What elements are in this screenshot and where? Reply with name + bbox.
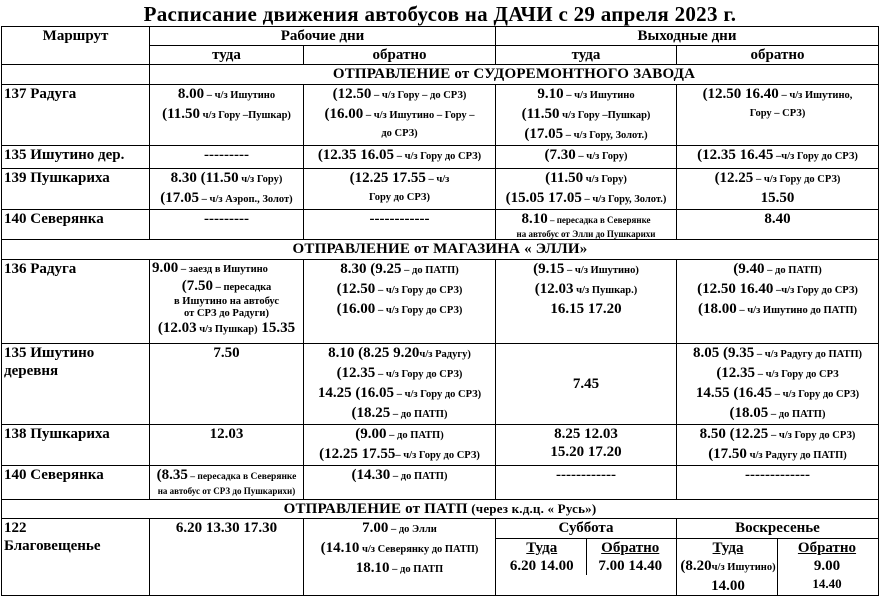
- work-there-cell: 12.03: [150, 425, 304, 466]
- work-there-cell: 7.50: [150, 344, 304, 425]
- route-name: 122 Благовещенье: [2, 519, 150, 596]
- section-title-elli: ОТПРАВЛЕНИЕ от МАГАЗИНА « ЭЛЛИ»: [2, 240, 879, 260]
- section-title-srz: ОТПРАВЛЕНИЕ от СУДОРЕМОНТНОГО ЗАВОДА: [150, 65, 879, 85]
- table-row: [2, 85, 879, 146]
- table-row: [2, 519, 879, 539]
- weekend-back-cell: (12.25 – ч/з Гору до СРЗ) 15.50: [677, 169, 879, 210]
- work-back-cell: 8.30 (9.25 – до ПАТП) (12.50 – ч/з Гору до СРЗ) (16.00 – ч/з Гору до СРЗ): [304, 260, 496, 344]
- table-row: [2, 146, 879, 169]
- header-weekend-back: обратно: [677, 46, 879, 65]
- work-there-cell: 9.00 – заезд в Ишутино (7.50 – пересадка в Ишутино на автобус от СРЗ до Радуги) (12.03 ч/з Пушкар) 15.35: [150, 260, 304, 344]
- header-route: Маршрут: [2, 27, 150, 65]
- page-title: Расписание движения автобусов на ДАЧИ с 29 апреля 2023 г.: [143, 2, 737, 26]
- weekend-there-cell: (11.50 ч/з Гору) (15.05 17.05 – ч/з Гору, Золот.): [496, 169, 677, 210]
- sunday-back: Обратно 9.00 14.40: [777, 539, 876, 595]
- header-work-back: обратно: [304, 46, 496, 65]
- work-back-cell: 8.10 (8.25 9.20ч/з Радугу) (12.35 – ч/з Гору до СРЗ) 14.25 (16.05 – ч/з Гору до СРЗ) (18.25 – до ПАТП): [304, 344, 496, 425]
- weekend-there-cell: ------------: [496, 466, 677, 500]
- table-row: [2, 210, 879, 240]
- schedule-table: [1, 26, 879, 596]
- saturday-cell: [496, 539, 677, 596]
- sunday-header: Воскресенье: [677, 519, 879, 539]
- weekend-there-cell: (9.15 – ч/з Ишутино) (12.03 ч/з Пушкар.) 16.15 17.20: [496, 260, 677, 344]
- table-row: [2, 425, 879, 466]
- sunday-cell: [677, 539, 879, 596]
- header-weekends: Выходные дни: [496, 27, 879, 46]
- work-back-cell: 7.00 – до Элли (14.10 ч/з Северянку до ПАТП) 18.10 – до ПАТП: [304, 519, 496, 596]
- work-back-cell: (12.35 16.05 – ч/з Гору до СРЗ): [304, 146, 496, 169]
- route-name: 137 Радуга: [2, 85, 150, 146]
- header-weekend-there: туда: [496, 46, 677, 65]
- work-there-cell: 8.30 (11.50 ч/з Гору) (17.05 – ч/з Аэроп., Золот): [150, 169, 304, 210]
- weekend-back-cell: -------------: [677, 466, 879, 500]
- saturday-header: Суббота: [496, 519, 677, 539]
- saturday-back: Обратно 7.00 14.40: [586, 539, 675, 575]
- work-there-cell: ---------: [150, 210, 304, 240]
- work-there-cell: 8.00 – ч/з Ишутино (11.50 ч/з Гору –Пушкар): [150, 85, 304, 146]
- section-title-patp: ОТПРАВЛЕНИЕ от ПАТП (через к.д.ц. « Русь»): [2, 500, 879, 519]
- work-back-cell: (9.00 – до ПАТП) (12.25 17.55– ч/з Гору до СРЗ): [304, 425, 496, 466]
- weekend-back-cell: 8.40: [677, 210, 879, 240]
- route-name: 138 Пушкариха: [2, 425, 150, 466]
- weekend-back-cell: 8.05 (9.35 – ч/з Радугу до ПАТП) (12.35 – ч/з Гору до СРЗ 14.55 (16.45 – ч/з Гору до СРЗ) (18.05 – до ПАТП): [677, 344, 879, 425]
- work-back-cell: (12.25 17.55 – ч/з Гору до СРЗ): [304, 169, 496, 210]
- route-name: 139 Пушкариха: [2, 169, 150, 210]
- header-work-there: туда: [150, 46, 304, 65]
- work-there-cell: (8.35 – пересадка в Северянке на автобус от СРЗ до Пушкарихи): [150, 466, 304, 500]
- table-row: [2, 260, 879, 344]
- table-row: [2, 344, 879, 425]
- work-back-cell: (12.50 – ч/з Гору – до СРЗ) (16.00 – ч/з Ишутино – Гору – до СРЗ): [304, 85, 496, 146]
- route-name: 136 Радуга: [2, 260, 150, 344]
- route-name: 140 Северянка: [2, 210, 150, 240]
- work-there-cell: 6.20 13.30 17.30: [150, 519, 304, 596]
- weekend-there-cell: 8.25 12.03 15.20 17.20: [496, 425, 677, 466]
- table-row: [2, 169, 879, 210]
- weekend-there-cell: 9.10 – ч/з Ишутино (11.50 ч/з Гору –Пушкар) (17.05 – ч/з Гору, Золот.): [496, 85, 677, 146]
- weekend-back-cell: (9.40 – до ПАТП) (12.50 16.40 –ч/з Гору до СРЗ) (18.00 – ч/з Ишутино до ПАТП): [677, 260, 879, 344]
- weekend-there-cell: 8.10 – пересадка в Северянке на автобус от Элли до Пушкарихи: [496, 210, 677, 240]
- weekend-there-cell: 7.45: [496, 344, 677, 425]
- weekend-back-cell: (12.35 16.45 –ч/з Гору до СРЗ): [677, 146, 879, 169]
- weekend-back-cell: (12.50 16.40 – ч/з Ишутино, Гору – СРЗ): [677, 85, 879, 146]
- sunday-there: Туда (8.20ч/з Ишутино) 14.00: [680, 540, 776, 594]
- table-row: [2, 466, 879, 500]
- weekend-back-cell: 8.50 (12.25 – ч/з Гору до СРЗ) (17.50 ч/з Радугу до ПАТП): [677, 425, 879, 466]
- header-workdays: Рабочие дни: [150, 27, 496, 46]
- route-name: 140 Северянка: [2, 466, 150, 500]
- work-there-cell: ---------: [150, 146, 304, 169]
- route-name: 135 Ишутино дер.: [2, 146, 150, 169]
- work-back-cell: ------------: [304, 210, 496, 240]
- work-back-cell: (14.30 – до ПАТП): [304, 466, 496, 500]
- route-name: 135 Ишутино деревня: [2, 344, 150, 425]
- saturday-there: Туда 6.20 14.00: [509, 540, 574, 574]
- weekend-there-cell: (7.30 – ч/з Гору): [496, 146, 677, 169]
